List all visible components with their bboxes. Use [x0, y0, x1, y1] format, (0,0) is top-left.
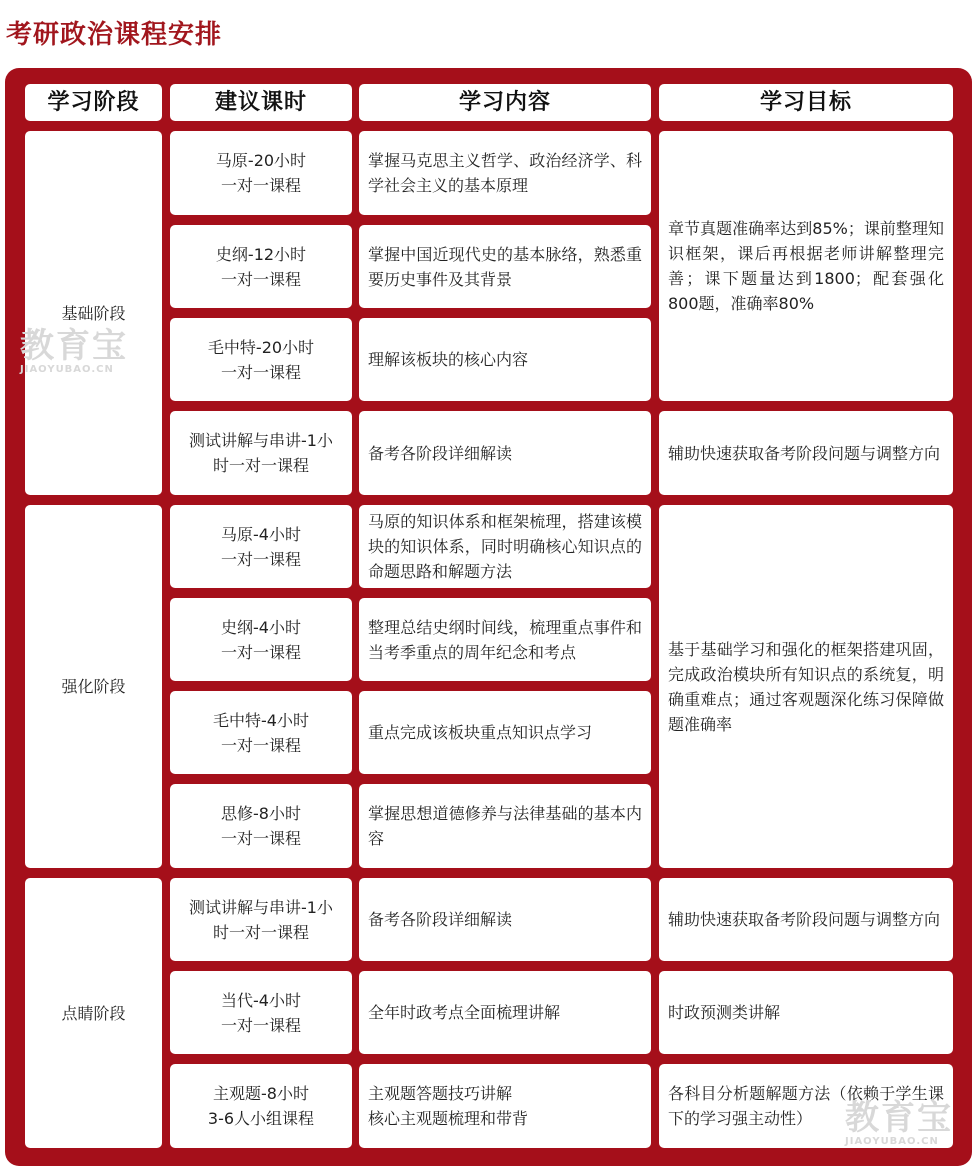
hours-cell: 毛中特-20小时 一对一课程 [170, 318, 352, 401]
header-goal: 学习目标 [659, 84, 953, 121]
goal-cell-basic: 章节真题准确率达到85%；课前整理知识框架，课后再根据老师讲解整理完善；课下题量达到1800；配套强化800题，准确率80% [659, 131, 953, 401]
watermark-logo: 教育宝 JIAOYUBAO.CN [845, 1098, 953, 1147]
goal-cell-sprint-current: 时政预测类讲解 [659, 971, 953, 1054]
watermark-logo: 教育宝 JIAOYUBAO.CN [20, 326, 128, 375]
hours-cell: 测试讲解与串讲-1小 时一对一课程 [170, 411, 352, 495]
goal-cell-sprint-subjective: 各科目分析题解题方法（依赖于学生课下的学习强主动性） [659, 1064, 953, 1148]
content-cell: 掌握中国近现代史的基本脉络，熟悉重要历史事件及其背景 [359, 225, 651, 308]
goal-cell-sprint-test: 辅助快速获取备考阶段问题与调整方向 [659, 878, 953, 961]
page-title: 考研政治课程安排 [6, 20, 223, 50]
content-cell: 备考各阶段详细解读 [359, 878, 651, 961]
stage-basic: 基础阶段 [25, 131, 162, 495]
content-cell: 备考各阶段详细解读 [359, 411, 651, 495]
content-cell: 全年时政考点全面梳理讲解 [359, 971, 651, 1054]
hours-cell: 思修-8小时 一对一课程 [170, 784, 352, 868]
goal-cell-basic-test: 辅助快速获取备考阶段问题与调整方向 [659, 411, 953, 495]
content-cell: 掌握思想道德修养与法律基础的基本内容 [359, 784, 651, 868]
goal-cell-strengthen: 基于基础学习和强化的框架搭建巩固，完成政治模块所有知识点的系统复，明确重难点；通过客观题深化练习保障做题准确率 [659, 505, 953, 868]
hours-cell: 毛中特-4小时 一对一课程 [170, 691, 352, 774]
content-cell: 重点完成该板块重点知识点学习 [359, 691, 651, 774]
content-cell: 掌握马克思主义哲学、政治经济学、科学社会主义的基本原理 [359, 131, 651, 215]
hours-cell: 马原-20小时 一对一课程 [170, 131, 352, 215]
content-cell: 主观题答题技巧讲解 核心主观题梳理和带背 [359, 1064, 651, 1148]
hours-cell: 马原-4小时 一对一课程 [170, 505, 352, 588]
stage-sprint: 点睛阶段 [25, 878, 162, 1148]
hours-cell: 主观题-8小时 3-6人小组课程 [170, 1064, 352, 1148]
hours-cell: 史纲-12小时 一对一课程 [170, 225, 352, 308]
content-cell: 理解该板块的核心内容 [359, 318, 651, 401]
content-cell: 整理总结史纲时间线，梳理重点事件和当考季重点的周年纪念和考点 [359, 598, 651, 681]
content-cell: 马原的知识体系和框架梳理，搭建该模块的知识体系，同时明确核心知识点的命题思路和解题方法 [359, 505, 651, 588]
header-stage: 学习阶段 [25, 84, 162, 121]
hours-cell: 测试讲解与串讲-1小 时一对一课程 [170, 878, 352, 961]
header-content: 学习内容 [359, 84, 651, 121]
header-hours: 建议课时 [170, 84, 352, 121]
stage-strengthen: 强化阶段 [25, 505, 162, 868]
hours-cell: 史纲-4小时 一对一课程 [170, 598, 352, 681]
hours-cell: 当代-4小时 一对一课程 [170, 971, 352, 1054]
